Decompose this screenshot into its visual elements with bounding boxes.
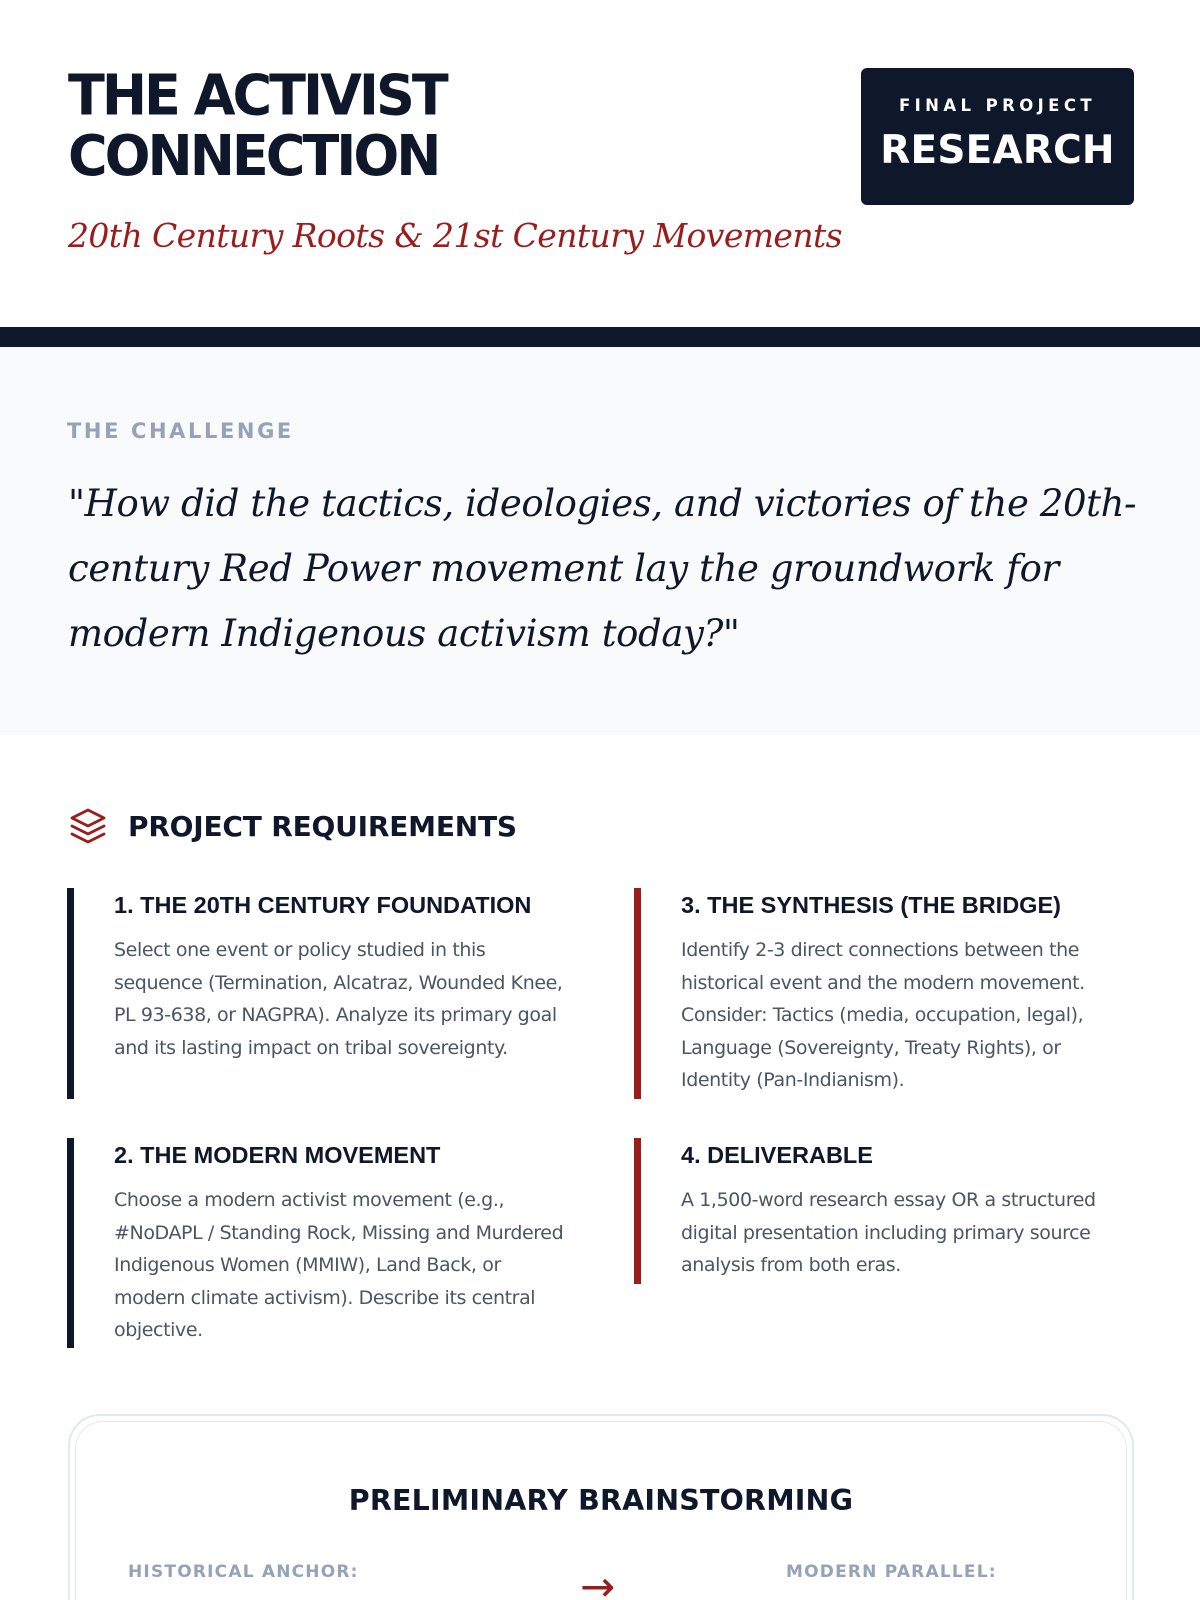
challenge-section (0, 347, 1200, 735)
requirement-card-2 (67, 1138, 577, 1348)
requirement-card-3 (634, 888, 1134, 1099)
challenge-quote: "How did the tactics, ideologies, and victories of the 20th-century Red Power movement lay the groundwork for modern Indigenous activism today?" (68, 482, 1137, 655)
layers-icon (68, 806, 108, 846)
requirement-card-4 (634, 1138, 1134, 1284)
brainstorming-panel (68, 1414, 1134, 1600)
header-divider (0, 327, 1200, 347)
historical-anchor-label: HISTORICAL ANCHOR: (128, 1562, 359, 1582)
brainstorming-title: PRELIMINARY BRAINSTORMING (348, 1484, 854, 1517)
requirement-card-1 (67, 888, 567, 1099)
title-line-2: CONNECTION (68, 122, 439, 189)
requirement-title: 4. DELIVERABLE (681, 1142, 873, 1168)
final-project-badge (861, 68, 1134, 205)
badge-kicker: FINAL PROJECT (898, 96, 1097, 115)
modern-parallel-label: MODERN PARALLEL: (786, 1562, 997, 1582)
requirement-title: 2. THE MODERN MOVEMENT (114, 1142, 441, 1168)
title-line-1: THE ACTIVIST (68, 62, 446, 129)
badge-main: RESEARCH (880, 128, 1115, 173)
challenge-label: THE CHALLENGE (67, 419, 294, 443)
requirement-title: 1. THE 20TH CENTURY FOUNDATION (114, 892, 532, 918)
arrow-right-icon: → (580, 1562, 616, 1600)
requirements-title: PROJECT REQUIREMENTS (128, 809, 517, 843)
header (0, 0, 1200, 327)
requirement-body: Select one event or policy studied in this sequence (Termination, Alcatraz, Wounded Knee, PL 93-638, or NAGPRA). Analyze its primary goal and its lasting impact on tribal sovereignty. (114, 939, 563, 1059)
requirement-body: Choose a modern activist movement (e.g., #NoDAPL / Standing Rock, Missing and Murdered Indigenous Women (MMIW), Land Back, or modern climate activism). Describe its central objective. (114, 1189, 564, 1341)
requirement-title: 3. THE SYNTHESIS (THE BRIDGE) (681, 892, 1061, 918)
requirements-heading (68, 806, 517, 846)
page-title (68, 62, 768, 189)
requirement-body: Identify 2-3 direct connections between the historical event and the modern movement. Consider: Tactics (media, occupation, legal), Language (Sovereignty, Treaty Rights), or Identity (Pan-Indianism). (681, 939, 1085, 1091)
subtitle: 20th Century Roots & 21st Century Movements (68, 216, 843, 255)
requirement-body: A 1,500-word research essay OR a structured digital presentation including primary source analysis from both eras. (681, 1189, 1096, 1276)
